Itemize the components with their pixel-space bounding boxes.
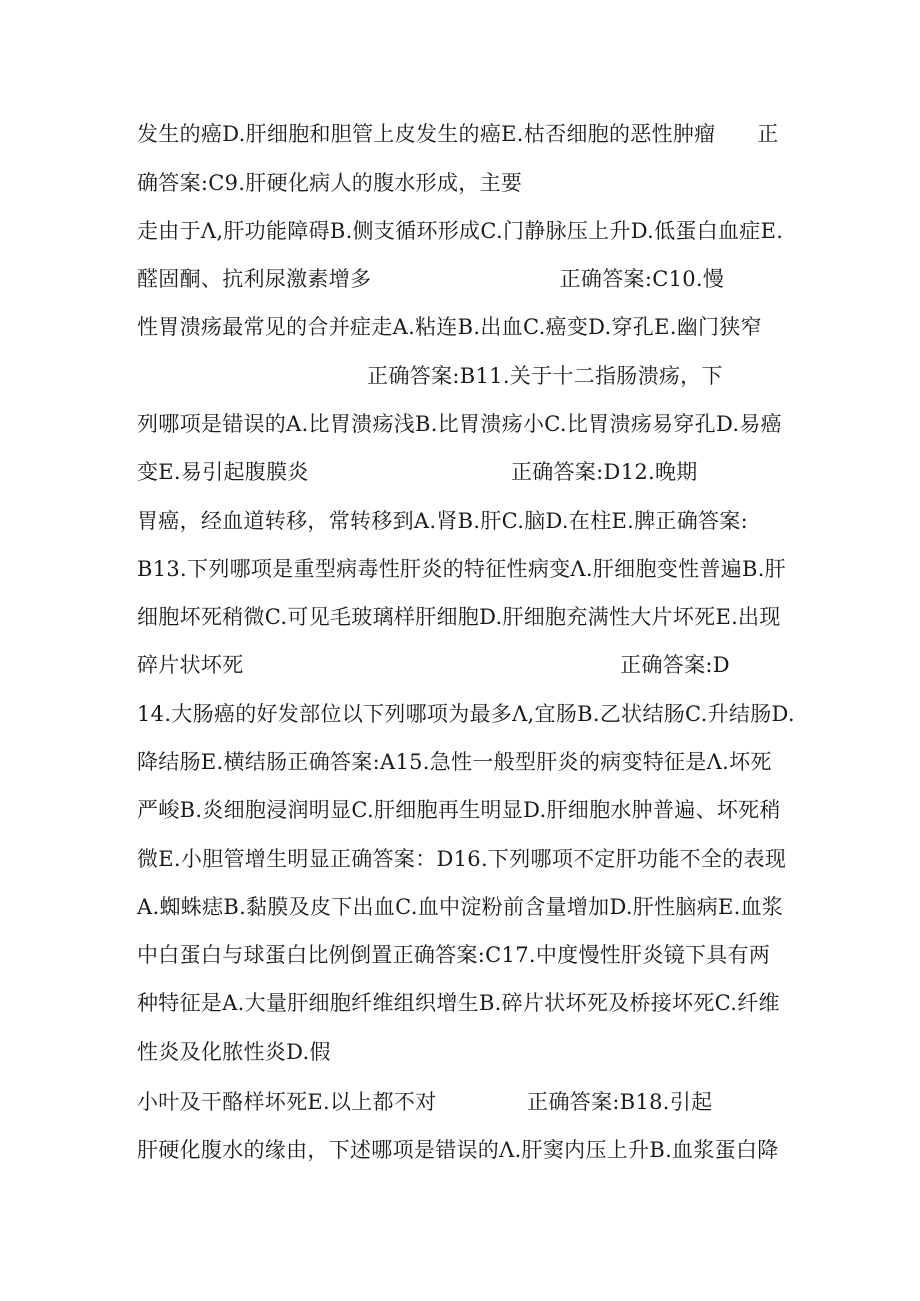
text-line: A.蜘蛛痣B.黏膜及皮下出血C.血中淀粉前含量增加D.肝性脑病E.血浆 bbox=[137, 895, 784, 919]
text-line: 变E.易引起腹膜炎 正确答案:D12.晚期 bbox=[137, 460, 698, 484]
text-line: B13.下列哪项是重型病毒性肝炎的特征性病变Λ.肝细胞变性普遍B.肝 bbox=[137, 557, 786, 581]
text-line: 发生的癌D.肝细胞和胆管上皮发生的癌E.枯否细胞的恶性肿瘤 正 bbox=[137, 122, 779, 146]
text-line: 微E.小胆管增生明显正确答案：D16.下列哪项不定肝功能不全的表现 bbox=[137, 847, 787, 871]
text-line: 中白蛋白与球蛋白比例倒置正确答案:C17.中度慢性肝炎镜下具有两 bbox=[137, 943, 771, 967]
text-line: 严峻B.炎细胞浸润明显C.肝细胞再生明显D.肝细胞水肿普遍、坏死稍 bbox=[137, 798, 781, 822]
text-line: 细胞坏死稍微C.可见毛玻璃样肝细胞D.肝细胞充满性大片坏死E.出现 bbox=[137, 605, 781, 629]
text-line: 性炎及化脓性炎D.假 bbox=[137, 1040, 331, 1064]
text-line: 小叶及干酪样坏死E.以上都不对 正确答案:B18.引起 bbox=[137, 1090, 713, 1114]
text-line: 碎片状坏死 正确答案:D bbox=[137, 653, 730, 677]
text-line: 列哪项是错误的A.比胃溃疡浅B.比胃溃疡小C.比胃溃疡易穿孔D.易癌 bbox=[137, 412, 782, 436]
text-line: 14.大肠癌的好发部位以下列哪项为最多Λ,宜肠B.乙状结肠C.升结肠D. bbox=[137, 702, 795, 726]
text-line: 种特征是A.大量肝细胞纤维组织增生B.碎片状坏死及桥接坏死C.纤维 bbox=[137, 991, 780, 1015]
text-line: 肝硬化腹水的缘由，下述哪项是错误的Λ.肝窦内压上升B.血浆蛋白降 bbox=[137, 1138, 779, 1162]
text-line: 性胃溃疡最常见的合并症走A.粘连B.出血C.癌变D.穿孔E.幽门狭窄 bbox=[137, 315, 762, 339]
text-line: 醛固酮、抗利尿激素增多 正确答案:C10.慢 bbox=[137, 267, 725, 291]
text-line: 降结肠E.横结肠正确答案:A15.急性一般型肝炎的病变特征是Λ.坏死 bbox=[137, 750, 772, 774]
text-line: 走由于Λ,肝功能障碍B.侧支循环形成C.门静脉压上升D.低蛋白血症E. bbox=[137, 219, 784, 243]
text-line: 正确答案:B11.关于十二指肠溃疡，下 bbox=[137, 364, 723, 388]
text-line: 确答案:C9.肝硬化病人的腹水形成，主要 bbox=[137, 171, 523, 195]
text-line: 胃癌，经血道转移，常转移到A.肾B.肝C.脑D.在柱E.脾正确答案: bbox=[137, 509, 748, 533]
